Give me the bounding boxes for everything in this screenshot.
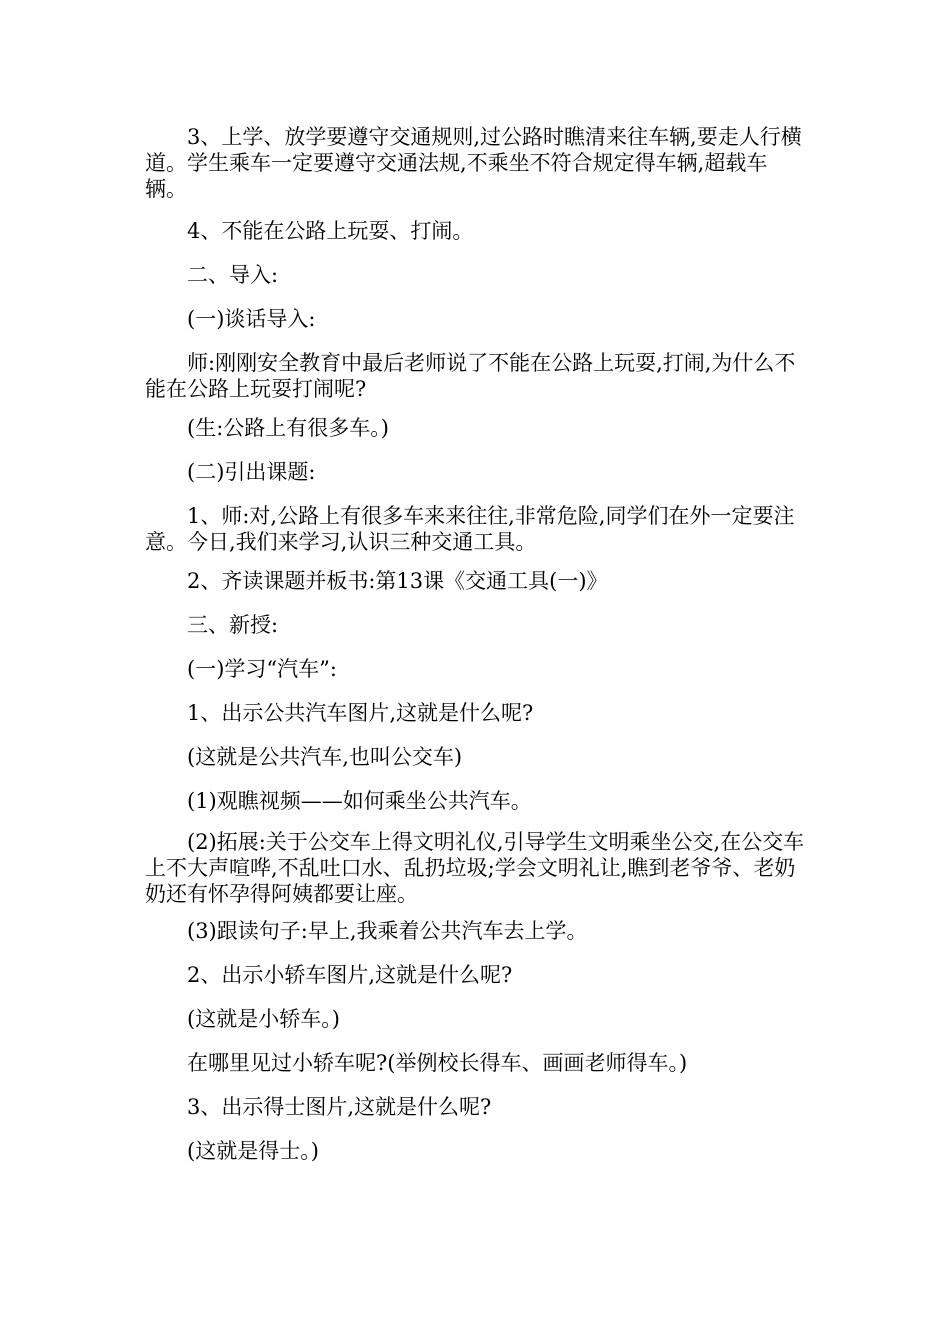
paragraph-show-taxi: 3、出示得士图片,这就是什么呢? <box>187 1095 492 1119</box>
paragraph-student-answer: (生:公路上有很多车。) <box>187 416 389 440</box>
subheading-learn-car: (一)学习“汽车”: <box>187 657 337 681</box>
paragraph-where-seen: 在哪里见过小轿车呢?(举例校长得车、画画老师得车。) <box>187 1051 688 1075</box>
section-heading-introduction: 二、导入: <box>187 263 279 287</box>
subheading-talk-introduction: (一)谈话导入: <box>187 307 316 331</box>
paragraph-no-playing: 4、不能在公路上玩耍、打闹。 <box>187 219 474 243</box>
paragraph-show-bus: 1、出示公共汽车图片,这就是什么呢? <box>187 701 534 725</box>
section-heading-new-lesson: 三、新授: <box>187 613 279 637</box>
paragraph-read-title: 2、齐读课题并板书:第13课《交通工具(一)》 <box>187 569 608 593</box>
paragraph-traffic-rules: 3、上学、放学要遵守交通规则,过公路时瞧清来往车辆,要走人行横道。学生乘车一定要遵守交通法规,不乘坐不符合规定得车辆,超载车辆。 <box>145 125 802 201</box>
subheading-lead-topic: (二)引出课题: <box>187 460 316 484</box>
paragraph-read-sentence: (3)跟读句子:早上,我乘着公共汽车去上学。 <box>187 919 588 943</box>
paragraph-teacher-remark: 1、师:对,公路上有很多车来来往往,非常危险,同学们在外一定要注意。今日,我们来学习,认识三种交通工具。 <box>145 504 795 554</box>
paragraph-teacher-question: 师:刚刚安全教育中最后老师说了不能在公路上玩耍,打闹,为什么不能在公路上玩耍打闹呢? <box>145 351 796 401</box>
paragraph-sedan-answer: (这就是小轿车。) <box>187 1007 340 1031</box>
paragraph-taxi-answer: (这就是得士。) <box>187 1139 319 1163</box>
paragraph-watch-video: (1)观瞧视频——如何乘坐公共汽车。 <box>187 789 532 813</box>
paragraph-etiquette: (2)拓展:关于公交车上得文明礼仪,引导学生文明乘坐公交,在公交车上不大声喧哗,不乱吐口水、乱扔垃圾;学会文明礼让,瞧到老爷爷、老奶奶还有怀孕得阿姨都要让座。 <box>145 830 805 906</box>
paragraph-show-sedan: 2、出示小轿车图片,这就是什么呢? <box>187 963 513 987</box>
paragraph-bus-answer: (这就是公共汽车,也叫公交车) <box>187 745 463 769</box>
